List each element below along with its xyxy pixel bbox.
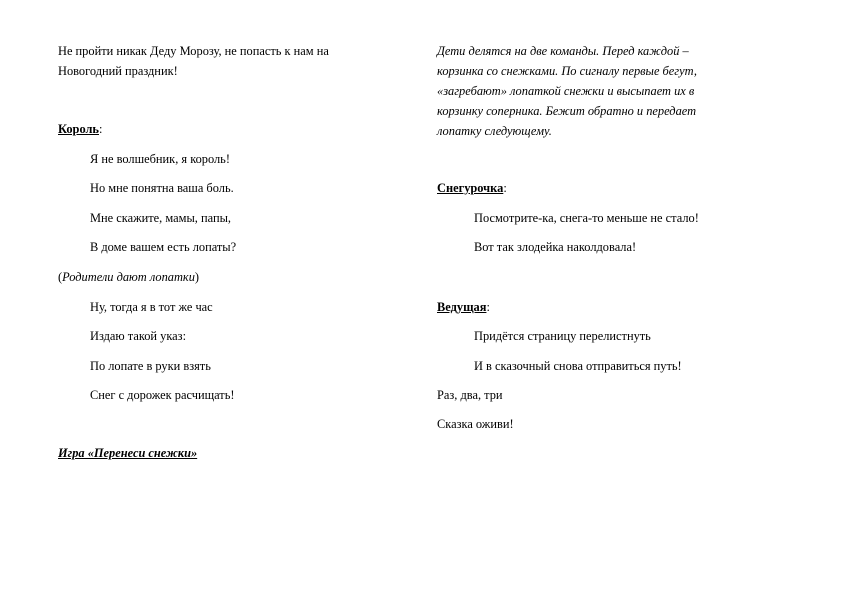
intro-line-2: Новогодний праздник! (58, 64, 178, 78)
intro-line-1: Не пройти никак Деду Морозу, не попасть к нам на (58, 44, 329, 58)
king-line: Мне скажите, мамы, папы, (90, 211, 232, 225)
chant-line: Раз, два, три (437, 388, 503, 402)
speaker-snow-maiden: Снегурочка: (437, 181, 507, 195)
speaker-host-label: Ведущая (437, 300, 487, 314)
stage-direction: (Родители дают лопатки) (58, 270, 200, 284)
snow-maiden-line: Вот так злодейка наколдовала! (474, 240, 637, 254)
instruction-line: корзинка со снежками. По сигналу первые бегут, (437, 64, 697, 78)
speaker-host: Ведущая: (437, 300, 490, 314)
stage-direction-text: Родители дают лопатки (62, 270, 195, 284)
king-line: Снег с дорожек расчищать! (90, 388, 235, 402)
king-line: Но мне понятна ваша боль. (90, 181, 234, 195)
instruction-line: Дети делятся на две команды. Перед каждой – (437, 44, 689, 58)
king-line: В доме вашем есть лопаты? (90, 240, 237, 254)
game-title: Игра «Перенеси снежки» (58, 446, 198, 460)
king-line: По лопате в руки взять (90, 359, 211, 373)
king-line: Издаю такой указ: (90, 329, 187, 343)
king-line: Ну, тогда я в тот же час (90, 300, 213, 314)
instruction-line: корзинку соперника. Бежит обратно и передает (437, 104, 697, 118)
host-line: И в сказочный снова отправиться путь! (474, 359, 682, 373)
speaker-king-label: Король (58, 122, 99, 136)
chant-line: Сказка оживи! (437, 417, 514, 431)
snow-maiden-line: Посмотрите-ка, снега-то меньше не стало! (474, 211, 699, 225)
instruction-line: лопатку следующему. (437, 124, 552, 138)
host-line: Придётся страницу перелистнуть (474, 329, 651, 343)
speaker-snow-maiden-label: Снегурочка (437, 181, 504, 195)
king-line: Я не волшебник, я король! (90, 152, 230, 166)
instruction-line: «загребают» лопаткой снежки и высыпает их в (437, 84, 695, 98)
speaker-king: Король: (58, 122, 103, 136)
